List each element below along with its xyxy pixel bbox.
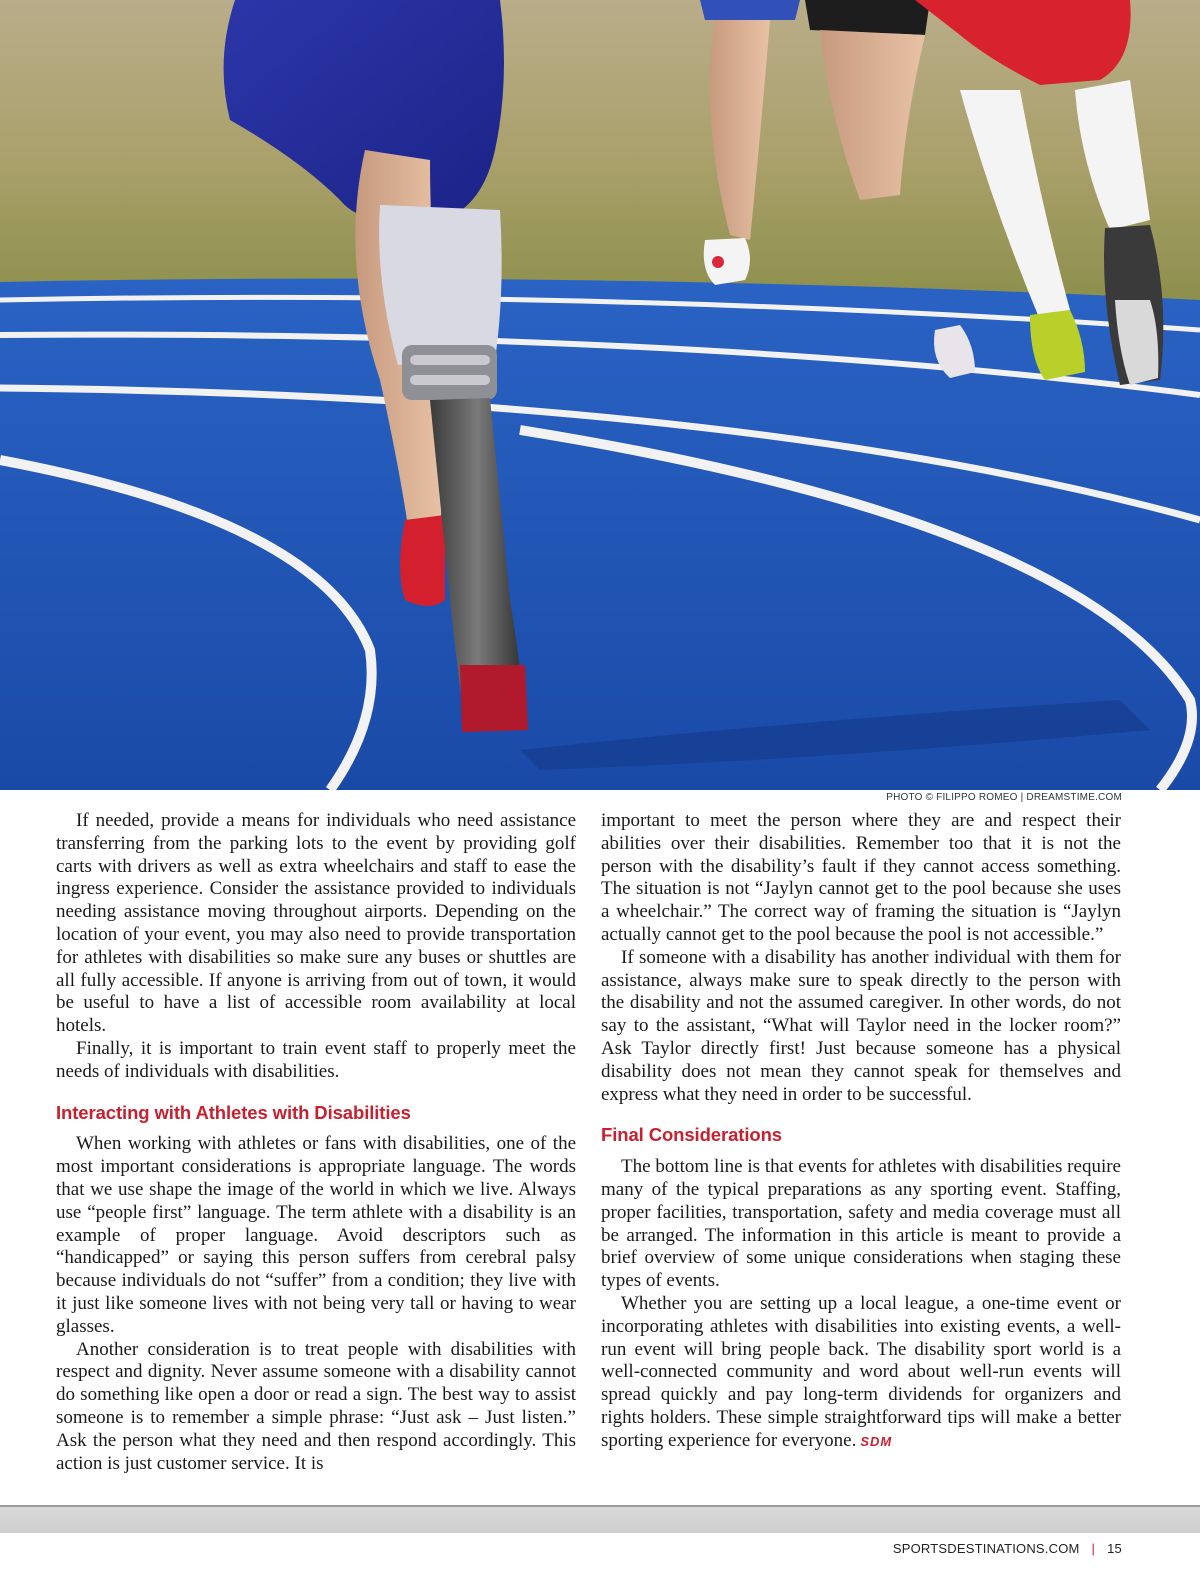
paragraph: important to meet the person where they are and respect their abilities over their disabilities. Remember too that it is not the person with the disability’s fault if they cannot access something. The situation is not “Jaylyn cannot get to the pool because she uses a wheelchair.” The correct way of framing the situation is “Jaylyn actually cannot get to the pool because the pool is not accessible.” [601, 810, 1121, 945]
sdm-end-mark-logo: SDM [860, 1433, 893, 1449]
paragraph-last [601, 1293, 1121, 1454]
paragraph: When working with athletes or fans with disabilities, one of the most important considerations is appropriate language. The words that we use shape the image of the world in which we live. Always use “people first” language. The term athlete with a disability is an example of proper language. Avoid descriptors such as “handicapped” or saying this person suffers from cerebral palsy because individuals do not “suffer” from a condition; they live with it just like someone lives with not being very tall or having to wear glasses. [56, 1133, 576, 1337]
paragraph-text: The bottom line is that events for athletes with disabilities require many of the typical preparations as any sporting event. Staffing, proper facilities, transportation, safety and media coverage must all be arranged. The information in this article is meant to provide a brief overview of some unique considerations when staging these types of events. [601, 1156, 1121, 1292]
footer [893, 1541, 1122, 1556]
page-number: 15 [1107, 1541, 1122, 1556]
paragraph-text: Whether you are setting up a local league, a one-time event or incorporating athletes with disabilities into existing events, a well-run event will bring people back. The disability sport world is a well-connected community and word about well-run events will spread quickly and pay long-term dividends for organizers and rights holders. These simple straightforward tips will make a better sporting experience for everyone. [601, 1292, 1121, 1451]
footer-band [0, 1507, 1200, 1533]
paragraph [601, 1156, 1121, 1293]
paragraph: Another consideration is to treat people with disabilities with respect and dignity. Never assume someone with a disability cannot do something like open a door or read a sign. The best way to assist someone is to remember a simple phrase: “Just ask – Just listen.” Ask the person what they need and then respond accordingly. This action is just customer service. It is [56, 1338, 576, 1474]
section-heading-interacting: Interacting with Athletes with Disabilities [56, 1101, 411, 1123]
footer-separator: | [1091, 1541, 1096, 1556]
paragraph: Finally, it is important to train event staff to properly meet the needs of individuals with disabilities. [56, 1037, 576, 1082]
article-column-right [601, 810, 1121, 1454]
section-heading-final: Final Considerations [601, 1124, 782, 1146]
paragraph: If someone with a disability has another individual with them for assistance, always make sure to speak directly to the person with the disability and not the assumed caregiver. In other words, do not say to the assistant, “What will Taylor need in the locker room?” Ask Taylor directly first! Just because someone has a physical disability does not mean they cannot speak for themselves and express what they need in order to be successful. [601, 946, 1121, 1105]
photo-credit: PHOTO © FILIPPO ROMEO | DREAMSTIME.COM [886, 792, 1122, 803]
paragraph: If needed, provide a means for individuals who need assistance transferring from the parking lots to the event by providing golf carts with drivers as well as extra wheelchairs and staff to ease the ingress experience. Consider the assistance provided to individuals needing assistance moving throughout airports. Depending on the location of your event, you may also need to provide transportation for athletes with disabilities so make sure any buses or shuttles are all fully accessible. If anyone is arriving from out of town, it would be useful to have a list of accessible room availability at local hotels. [56, 810, 576, 1037]
footer-site: SPORTSDESTINATIONS.COM [892, 1541, 1080, 1556]
article-column-left [56, 810, 576, 1475]
